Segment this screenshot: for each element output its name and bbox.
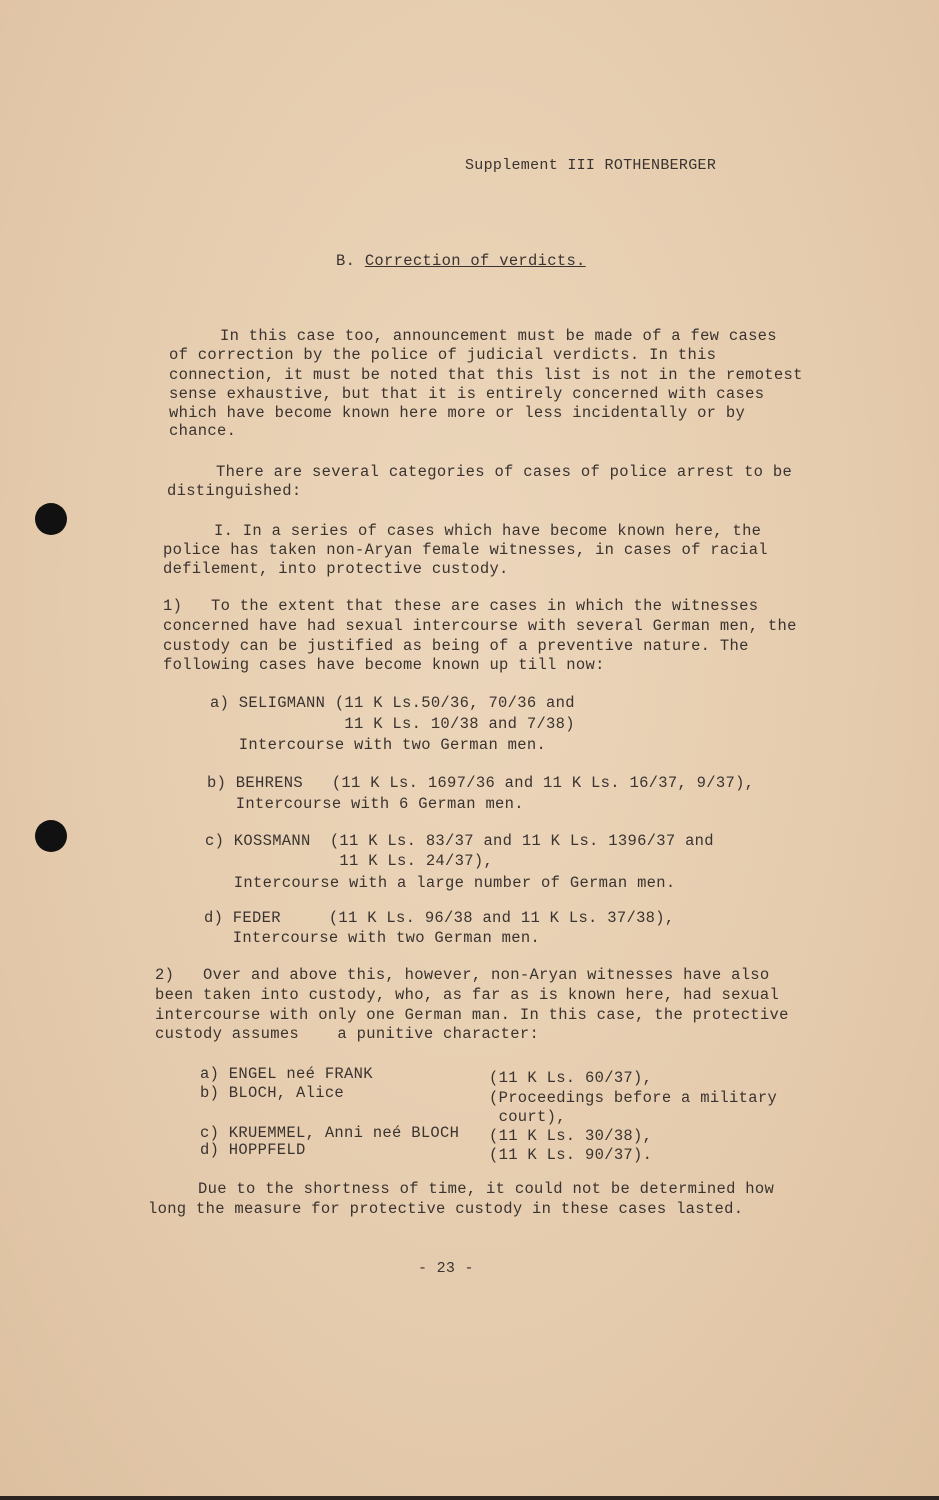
closing-line-2: long the measure for protective custody in these cases lasted. [148,1200,744,1218]
section-title-prefix: B. [336,252,356,270]
section-title-text: Correction of verdicts. [364,252,586,270]
case2-b-ref-cont: court), [489,1108,566,1126]
case2-d-name: d) HOPPFELD [200,1141,306,1159]
section-title [336,252,586,270]
case-a-line-2: 11 K Ls. 10/38 and 7/38) [210,715,575,733]
case-a-line-1: a) SELIGMANN (11 K Ls.50/36, 70/36 and [210,694,575,712]
case2-b-ref: (Proceedings before a military [489,1089,778,1107]
categories-line-2: distinguished: [167,482,302,500]
closing-line-1: Due to the shortness of time, it could not be determined how [198,1180,775,1198]
case-c-line-3: Intercourse with a large number of German men. [205,874,676,892]
intro-line-6: chance. [169,422,237,440]
point-1-line-3: custody can be justified as being of a preventive nature. The [163,637,749,655]
case2-c-ref: (11 K Ls. 30/38), [489,1127,653,1145]
punch-hole-bottom [35,820,67,852]
case2-a-name: a) ENGEL neé FRANK [200,1065,373,1083]
section-I-line-2: police has taken non-Aryan female witnesses, in cases of racial [163,541,768,559]
point-1-line-4: following cases have become known up till now: [163,656,605,674]
case2-a-ref: (11 K Ls. 60/37), [489,1069,653,1087]
intro-line-1: In this case too, announcement must be made of a few cases [220,327,777,345]
point-2-line-4: custody assumes a punitive character: [155,1025,540,1043]
intro-line-4: sense exhaustive, but that it is entirely concerned with cases [169,385,765,403]
intro-line-5: which have become known here more or less incidentally or by [169,404,746,422]
intro-line-3: connection, it must be noted that this list is not in the remotest [169,366,803,384]
point-2-line-2: been taken into custody, who, as far as is known here, had sexual [155,986,780,1004]
case-b-line-1: b) BEHRENS (11 K Ls. 1697/36 and 11 K Ls. 16/37, 9/37), [207,774,755,792]
supplement-header: Supplement III ROTHENBERGER [465,157,717,174]
categories-line-1: There are several categories of cases of police arrest to be [216,463,793,481]
point-2-line-3: intercourse with only one German man. In this case, the protective [155,1006,789,1024]
case-d-line-2: Intercourse with two German men. [204,929,541,947]
case-b-line-2: Intercourse with 6 German men. [207,795,524,813]
case2-c-name: c) KRUEMMEL, Anni neé BLOCH [200,1124,460,1142]
point-1-line-2: concerned have had sexual intercourse with several German men, the [163,617,797,635]
case-c-line-2: 11 K Ls. 24/37), [205,852,494,870]
point-1-line-1: 1) To the extent that these are cases in which the witnesses [163,597,759,615]
punch-hole-top [35,503,67,535]
case-d-line-1: d) FEDER (11 K Ls. 96/38 and 11 K Ls. 37/38), [204,909,675,927]
case2-d-ref: (11 K Ls. 90/37). [489,1146,653,1164]
case-a-line-3: Intercourse with two German men. [210,736,547,754]
point-2-line-1: 2) Over and above this, however, non-Aryan witnesses have also [155,966,770,984]
case-c-line-1: c) KOSSMANN (11 K Ls. 83/37 and 11 K Ls. 1396/37 and [205,832,714,850]
case2-b-name: b) BLOCH, Alice [200,1084,345,1102]
section-I-line-1: I. In a series of cases which have become known here, the [214,522,762,540]
intro-line-2: of correction by the police of judicial verdicts. In this [169,346,717,364]
section-I-line-3: defilement, into protective custody. [163,560,509,578]
page-bottom-edge [0,1496,939,1500]
page-number: - 23 - [418,1260,474,1277]
